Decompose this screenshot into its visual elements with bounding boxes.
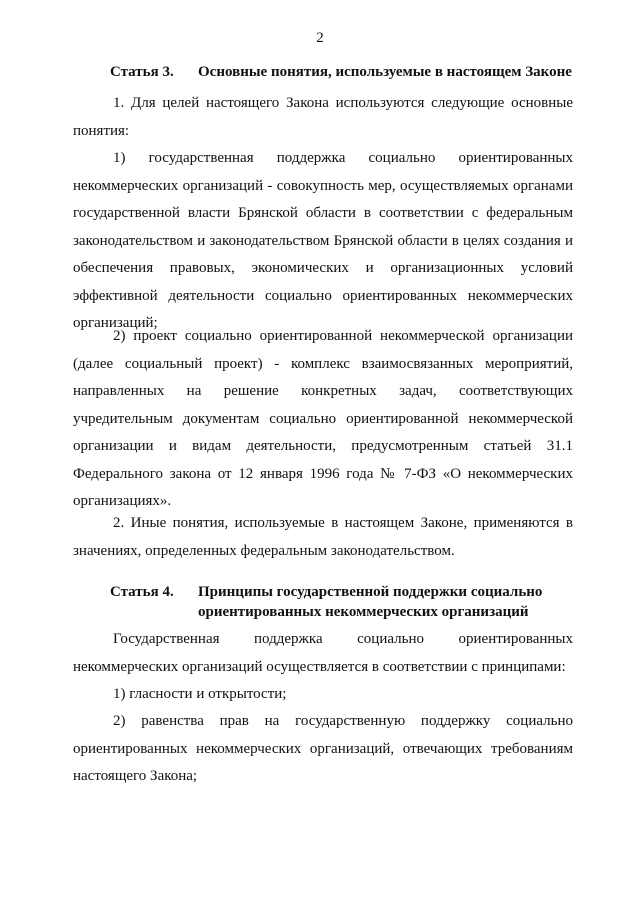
article-4-title-line-1: Принципы государственной поддержки социально (198, 584, 543, 600)
article-3-number: Статья 3. (110, 64, 174, 80)
article-4-heading (110, 582, 580, 622)
article-3-paragraph-1: 1. Для целей настоящего Закона используются следующие основные понятия: (73, 95, 573, 139)
article-4-paragraph-1: Государственная поддержка социально ориентированных некоммерческих организаций осуществляется в соответствии с принципами: (73, 631, 573, 675)
article-4-number: Статья 4. (110, 584, 174, 600)
article-4-paragraph-2: 1) гласности и открытости; (113, 686, 287, 702)
article-3-paragraph-3: 2) проект социально ориентированной некоммерческой организации (далее социальный проект) - комплекс взаимосвязанных мероприятий, направленных на решение конкретных задач, соответствующих учредительным документам социально ориентированной некоммерческой организации и видам деятельности, предусмотренным статьей 31.1 Федерального закона от 12 января 1996 года № 7-ФЗ «О некоммерческих организациях». (73, 328, 573, 509)
article-3-heading (110, 62, 580, 82)
article-4-title-line-2: ориентированных некоммерческих организаций (198, 604, 529, 620)
article-3-paragraph-4: 2. Иные понятия, используемые в настоящем Законе, применяются в значениях, определенных федеральным законодательством. (73, 515, 573, 559)
article-3-paragraph-2: 1) государственная поддержка социально ориентированных некоммерческих организаций - совокупность мер, осуществляемых органами государственной власти Брянской области в соответствии с федеральным законодательством и законодательством Брянской области в целях создания и обеспечения правовых, экономических и организационных условий эффективной деятельности социально ориентированных некоммерческих организаций; (73, 150, 573, 331)
article-3-title: Основные понятия, используемые в настоящем Законе (198, 64, 572, 80)
page-number: 2 (316, 30, 324, 46)
article-4-paragraph-3: 2) равенства прав на государственную поддержку социально ориентированных некоммерческих организаций, отвечающих требованиям настоящего Закона; (73, 713, 573, 784)
